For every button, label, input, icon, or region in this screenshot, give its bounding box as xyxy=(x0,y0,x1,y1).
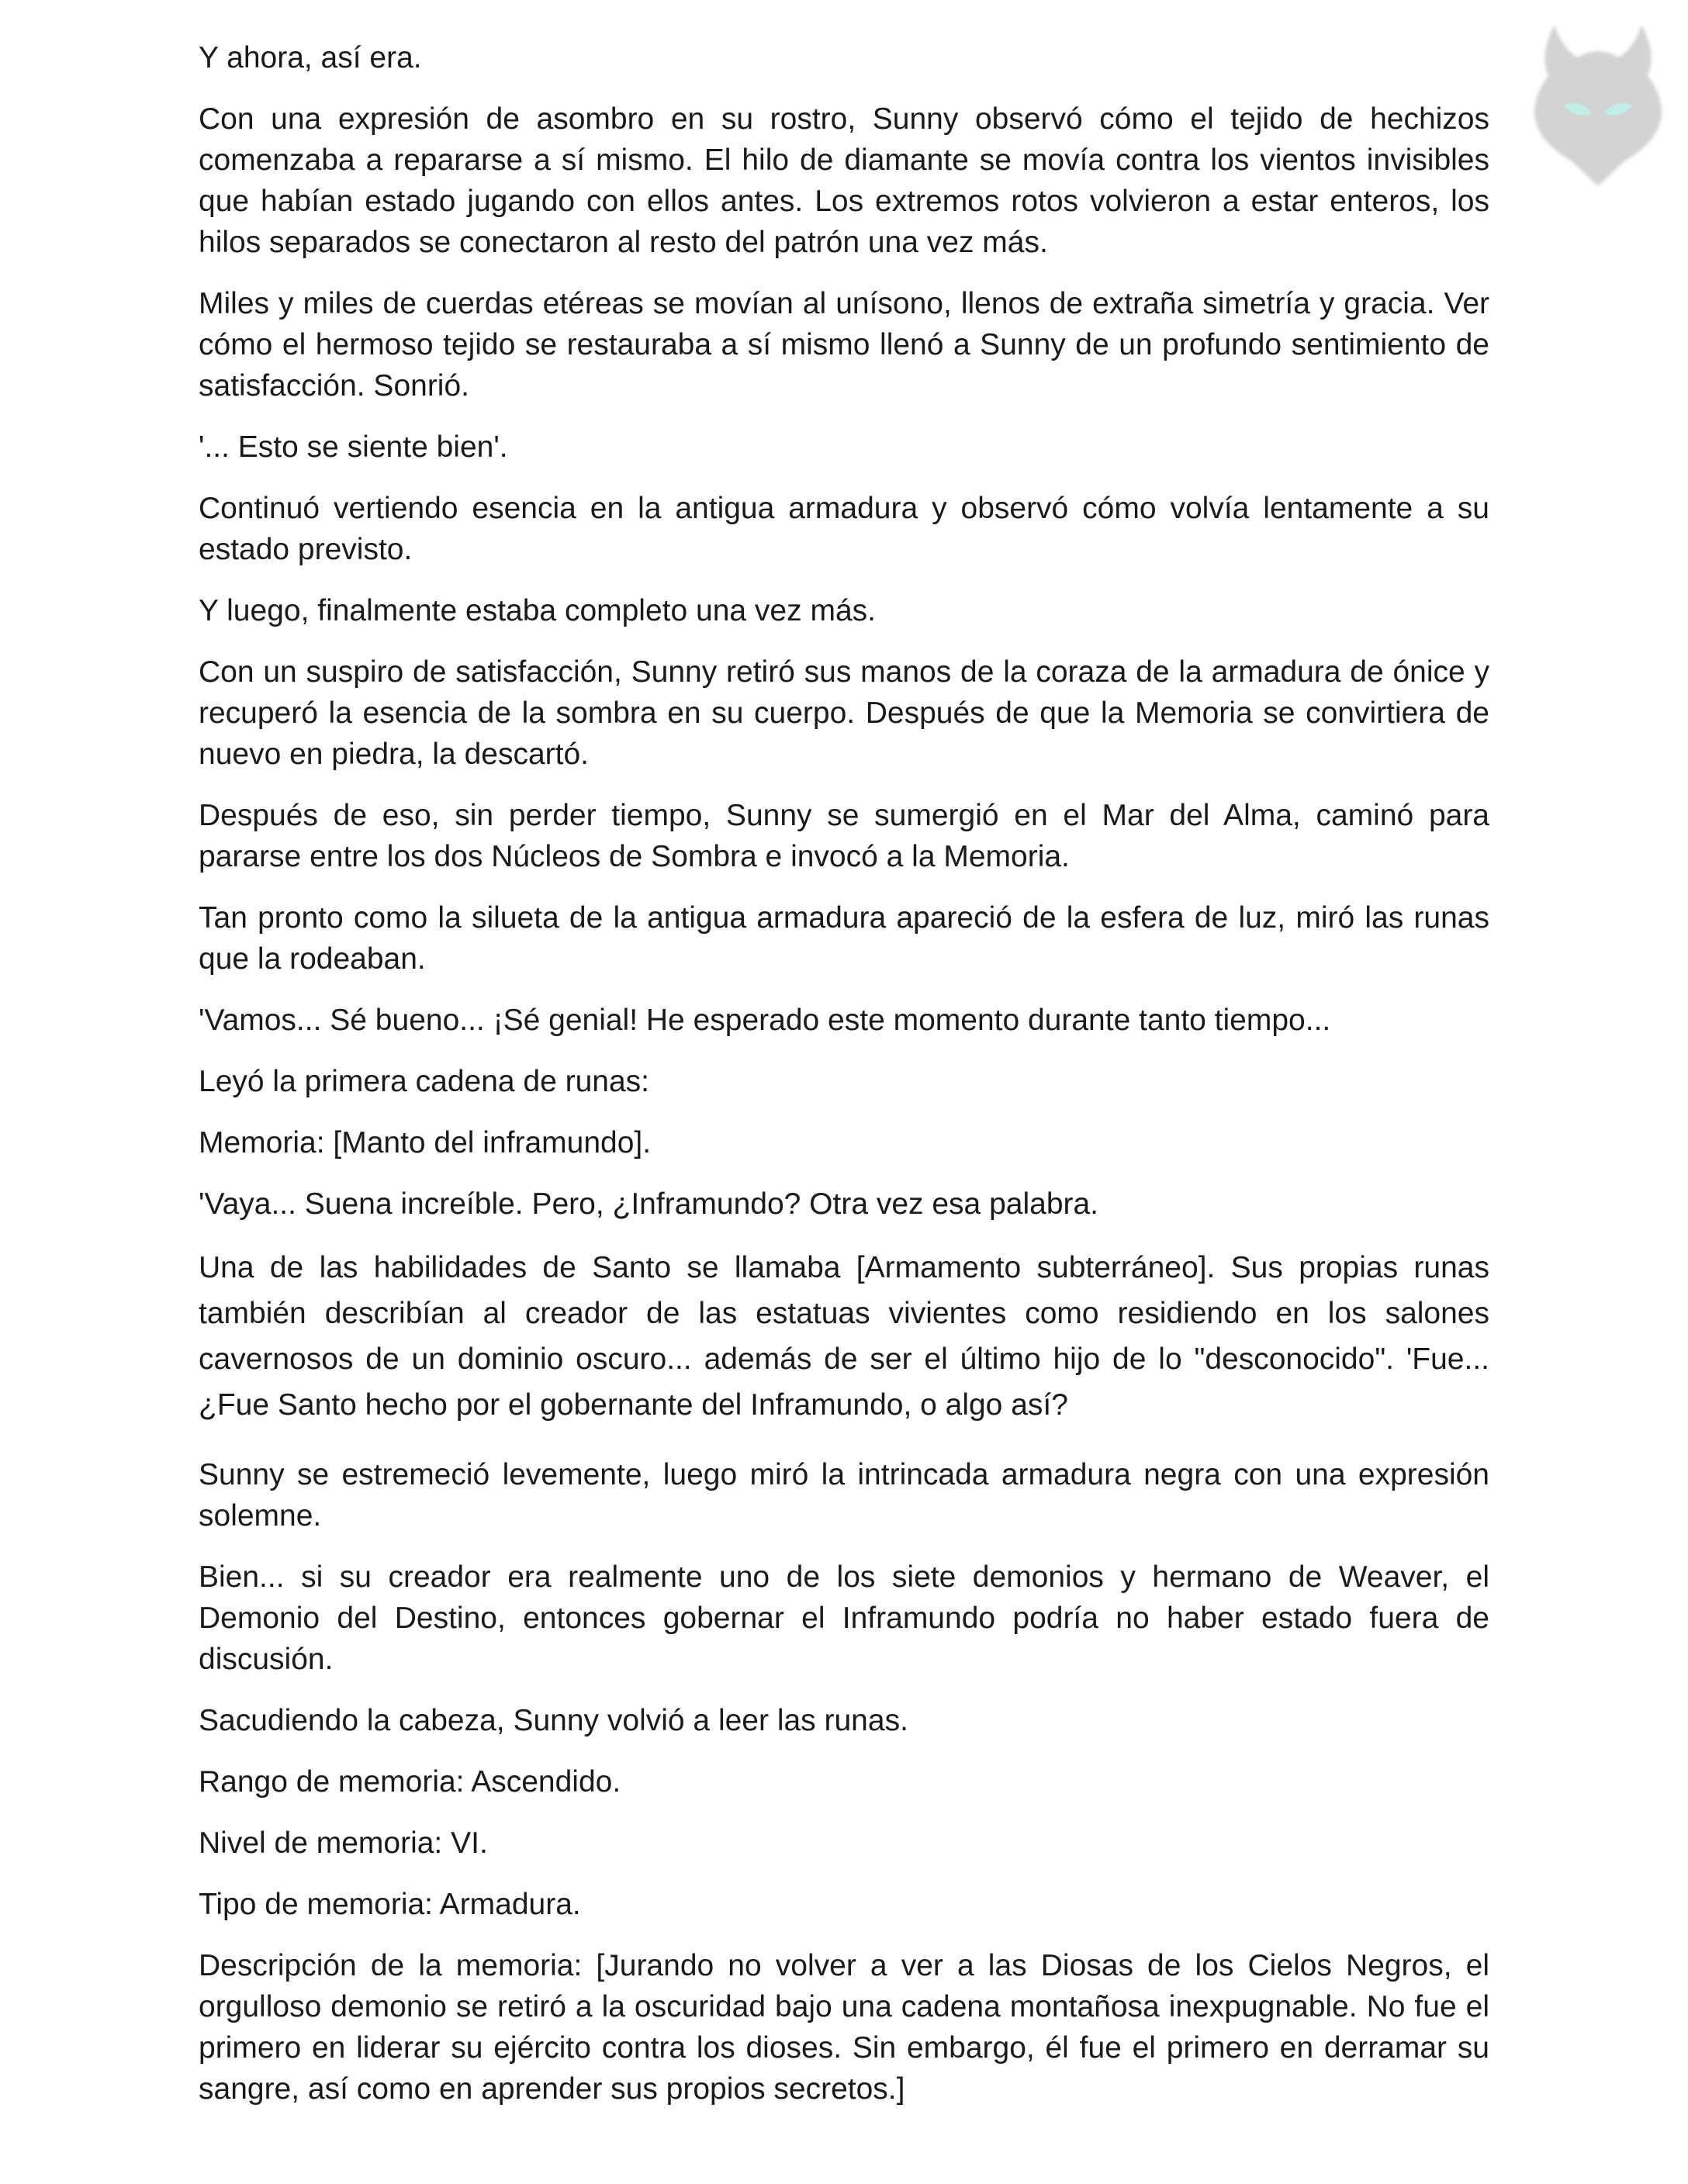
paragraph-3: Miles y miles de cuerdas etéreas se movían al unísono, llenos de extraña simetría y gracia. Ver cómo el hermoso tejido se restauraba a sí mismo llenó a Sunny de un profundo sentimiento de satisfacción. Sonrió. xyxy=(199,287,1489,403)
paragraph-6: Y luego, finalmente estaba completo una vez más. xyxy=(199,594,876,627)
paragraph-1: Y ahora, así era. xyxy=(199,41,422,74)
paragraph-7: Con un suspiro de satisfacción, Sunny retiró sus manos de la coraza de la armadura de ónice y recuperó la esencia de la sombra en su cuerpo. Después de que la Memoria se convirtiera de nuevo en piedra, la descartó. xyxy=(199,655,1489,771)
paragraph-17: Sacudiendo la cabeza, Sunny volvió a leer las runas. xyxy=(199,1704,908,1737)
paragraph-21: Descripción de la memoria: [Jurando no volver a ver a las Diosas de los Cielos Negros, el orgulloso demonio se retiró a la oscuridad bajo una cadena montañosa inexpugnable. No fue el primero en liderar su ejército contra los dioses. Sin embargo, él fue el primero en derramar su sangre, así como en aprender sus propios secretos.] xyxy=(199,1949,1489,2106)
paragraph-2: Con una expresión de asombro en su rostro, Sunny observó cómo el tejido de hechizos comenzaba a repararse a sí mismo. El hilo de diamante se movía contra los vientos invisibles que habían estado jugando con ellos antes. Los extremos rotos volvieron a estar enteros, los hilos separados se conectaron al resto del patrón una vez más. xyxy=(199,102,1489,259)
paragraph-16: Bien... si su creador era realmente uno de los siete demonios y hermano de Weaver, el Demonio del Destino, entonces gobernar el Inframundo podría no haber estado fuera de discusión. xyxy=(199,1560,1489,1676)
paragraph-5: Continuó vertiendo esencia en la antigua armadura y observó cómo volvía lentamente a su estado previsto. xyxy=(199,492,1489,566)
paragraph-10: 'Vamos... Sé bueno... ¡Sé genial! He esperado este momento durante tanto tiempo... xyxy=(199,1004,1331,1037)
paragraph-12: Memoria: [Manto del inframundo]. xyxy=(199,1126,652,1159)
paragraph-18: Rango de memoria: Ascendido. xyxy=(199,1765,621,1799)
paragraph-9: Tan pronto como la silueta de la antigua armadura apareció de la esfera de luz, miró las runas que la rodeaban. xyxy=(199,901,1489,976)
horned-demon-head-icon xyxy=(1520,14,1676,192)
document-body xyxy=(199,37,1489,2130)
paragraph-13: 'Vaya... Suena increíble. Pero, ¿Inframundo? Otra vez esa palabra. xyxy=(199,1187,1099,1221)
paragraph-14: Una de las habilidades de Santo se llamaba [Armamento subterráneo]. Sus propias runas también describían al creador de las estatuas vivientes como residiendo en los salones cavernosos de un dominio oscuro... además de ser el último hijo de lo "desconocido". 'Fue... ¿Fue Santo hecho por el gobernante del Inframundo, o algo así? xyxy=(199,1251,1489,1422)
paragraph-15: Sunny se estremeció levemente, luego miró la intrincada armadura negra con una expresión solemne. xyxy=(199,1458,1489,1533)
paragraph-19: Nivel de memoria: VI. xyxy=(199,1826,488,1860)
paragraph-4: '... Esto se siente bien'. xyxy=(199,430,508,464)
paragraph-20: Tipo de memoria: Armadura. xyxy=(199,1888,581,1921)
paragraph-8: Después de eso, sin perder tiempo, Sunny se sumergió en el Mar del Alma, caminó para pararse entre los dos Núcleos de Sombra e invocó a la Memoria. xyxy=(199,799,1489,873)
paragraph-11: Leyó la primera cadena de runas: xyxy=(199,1065,650,1098)
